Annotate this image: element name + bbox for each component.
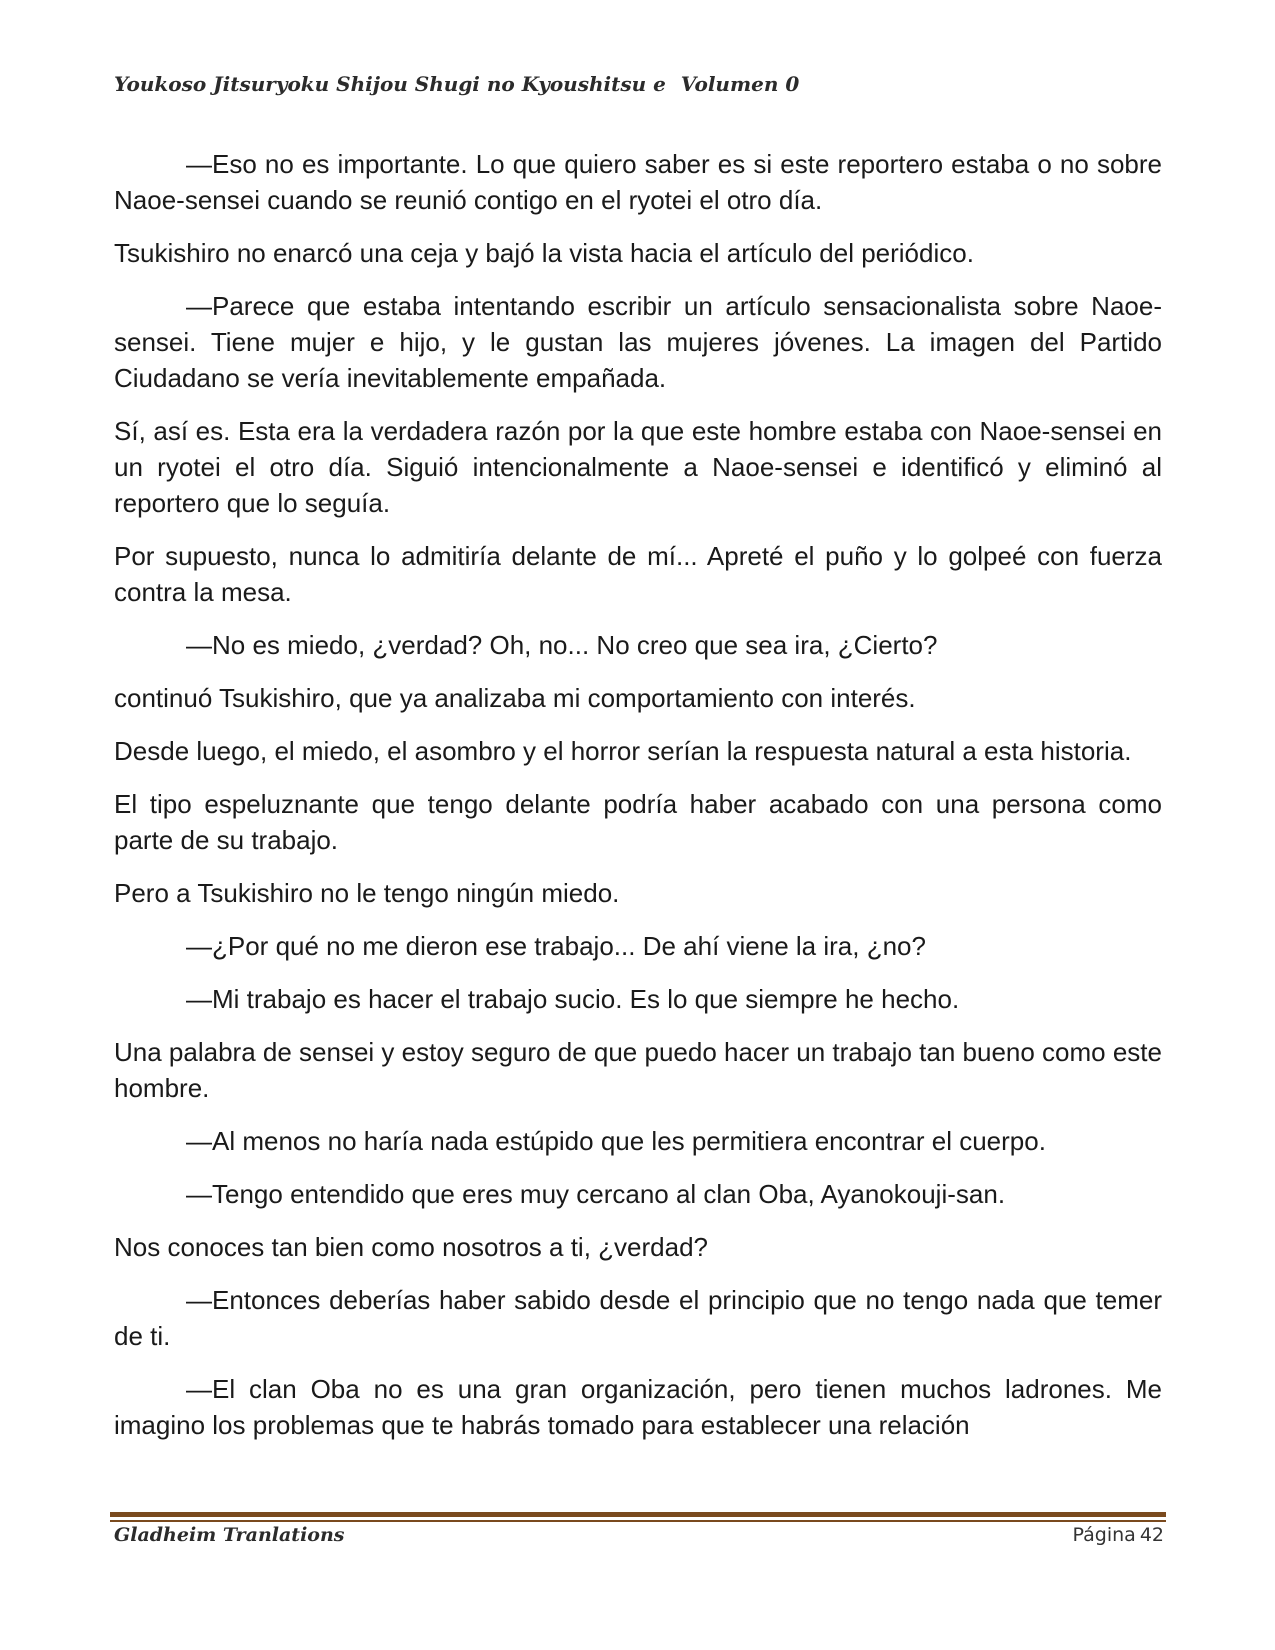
publisher-name: Gladheim Tranlations <box>114 1524 345 1546</box>
paragraph: —Al menos no haría nada estúpido que les permitiera encontrar el cuerpo. <box>186 1126 1046 1156</box>
book-title: Youkoso Jitsuryoku Shijou Shugi no Kyoushitsu e <box>114 72 666 96</box>
volume-label: Volumen 0 <box>680 72 800 96</box>
paragraph: El tipo espeluznante que tengo delante podría haber acabado con una persona como parte de su trabajo. <box>114 789 1162 855</box>
paragraph: —Entonces deberías haber sabido desde el principio que no tengo nada que temer de ti. <box>114 1285 1162 1351</box>
paragraph: —¿Por qué no me dieron ese trabajo... De ahí viene la ira, ¿no? <box>186 931 926 961</box>
paragraph: Sí, así es. Esta era la verdadera razón por la que este hombre estaba con Naoe-sensei en un ryotei el otro día. Siguió intencionalmente a Naoe-sensei e identificó y eliminó al reportero que lo seguía. <box>114 416 1162 518</box>
page-number-value: 42 <box>1139 1524 1164 1546</box>
footer-rule-thick <box>110 1512 1166 1517</box>
paragraph: —Parece que estaba intentando escribir un artículo sensacionalista sobre Naoe-sensei. Tiene mujer e hijo, y le gustan las mujeres jóvenes. La imagen del Partido Ciudadano se vería inevitablemente empañada. <box>114 291 1162 393</box>
paragraph: Desde luego, el miedo, el asombro y el horror serían la respuesta natural a esta historia. <box>114 736 1132 766</box>
paragraph: Nos conoces tan bien como nosotros a ti, ¿verdad? <box>114 1232 708 1262</box>
paragraph: Pero a Tsukishiro no le tengo ningún miedo. <box>114 878 620 908</box>
footer-rule-thin <box>110 1520 1166 1522</box>
paragraph: —El clan Oba no es una gran organización, pero tienen muchos ladrones. Me imagino los problemas que te habrás tomado para establecer una relación <box>114 1374 1162 1440</box>
paragraph: Tsukishiro no enarcó una ceja y bajó la vista hacia el artículo del periódico. <box>114 238 974 268</box>
paragraph: Por supuesto, nunca lo admitiría delante de mí... Apreté el puño y lo golpeé con fuerza contra la mesa. <box>114 541 1162 607</box>
paragraph: —Eso no es importante. Lo que quiero saber es si este reportero estaba o no sobre Naoe-sensei cuando se reunió contigo en el ryotei el otro día. <box>114 149 1162 215</box>
paragraph: —No es miedo, ¿verdad? Oh, no... No creo que sea ira, ¿Cierto? <box>186 630 938 660</box>
paragraph: —Tengo entendido que eres muy cercano al clan Oba, Ayanokouji-san. <box>186 1179 1006 1209</box>
paragraph: —Mi trabajo es hacer el trabajo sucio. Es lo que siempre he hecho. <box>186 984 960 1014</box>
paragraph: Una palabra de sensei y estoy seguro de que puedo hacer un trabajo tan bueno como este hombre. <box>114 1037 1162 1103</box>
page-header <box>114 72 799 96</box>
page-label: Página <box>1072 1524 1136 1546</box>
body-text <box>114 146 1162 1443</box>
paragraph: continuó Tsukishiro, que ya analizaba mi comportamiento con interés. <box>114 683 916 713</box>
page-number <box>1073 1524 1164 1546</box>
